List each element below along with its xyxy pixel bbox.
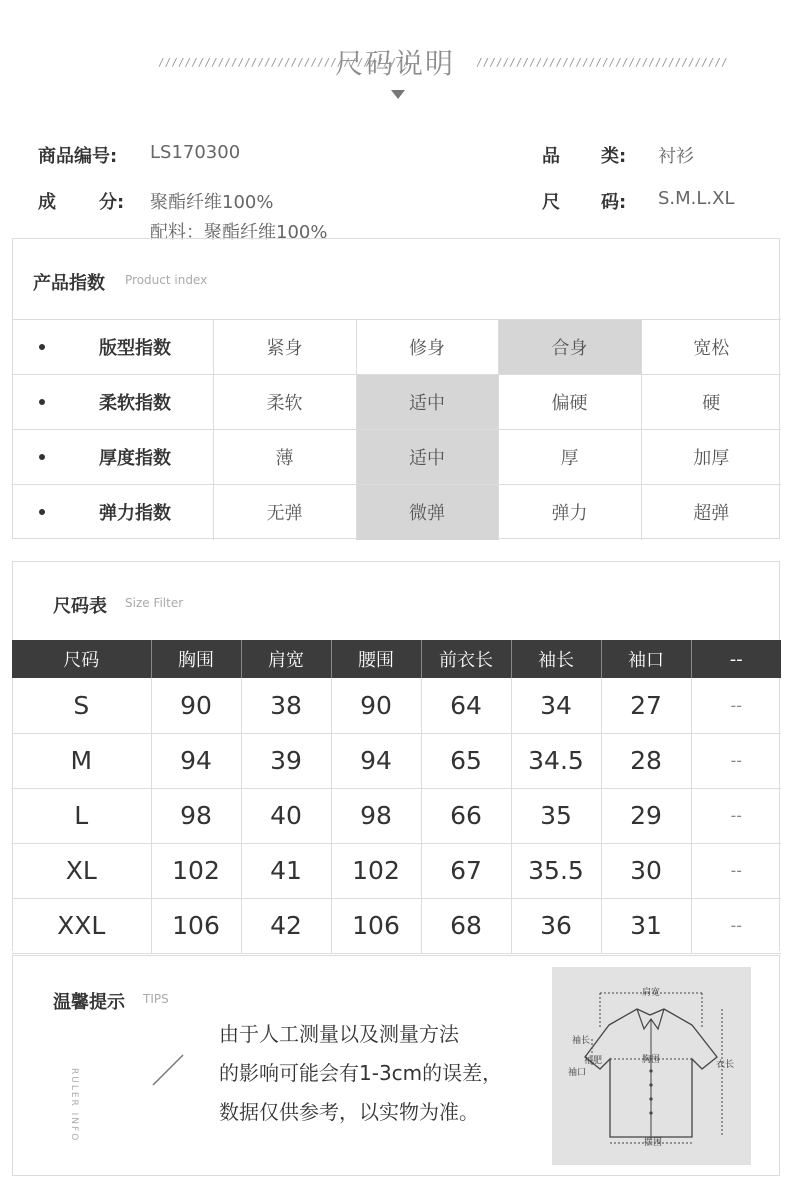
measurement-cell: 41 bbox=[241, 843, 331, 898]
index-row bbox=[13, 485, 781, 540]
table-row bbox=[12, 678, 781, 733]
size-cell: L bbox=[12, 788, 151, 843]
tips-title: 温馨提示 bbox=[53, 992, 125, 1013]
code-value: LS170300 bbox=[150, 142, 241, 163]
size-table-header: 腰围 bbox=[331, 640, 421, 678]
measurement-cell: 34.5 bbox=[511, 733, 601, 788]
measurement-cell: 64 bbox=[421, 678, 511, 733]
index-option-selected: 适中 bbox=[356, 430, 498, 485]
index-row bbox=[13, 375, 781, 430]
category-label-a: 品 bbox=[542, 146, 560, 167]
index-row bbox=[13, 320, 781, 375]
measurement-cell: 40 bbox=[241, 788, 331, 843]
measurement-cell: 27 bbox=[601, 678, 691, 733]
size-table-header: 胸围 bbox=[151, 640, 241, 678]
size-value: S.M.L.XL bbox=[658, 188, 735, 209]
size-table-header: 尺码 bbox=[12, 640, 151, 678]
index-row-label: 版型指数 bbox=[99, 338, 171, 359]
shirt-diagram-icon bbox=[552, 967, 751, 1165]
measurement-cell: 90 bbox=[331, 678, 421, 733]
material-label-a: 成 bbox=[38, 192, 56, 213]
size-table-header: 前衣长 bbox=[421, 640, 511, 678]
slash-divider-icon bbox=[151, 1053, 185, 1087]
index-row-name bbox=[13, 375, 213, 430]
size-table-header: -- bbox=[691, 640, 781, 678]
measurement-cell: 106 bbox=[151, 898, 241, 953]
measurement-cell: 36 bbox=[511, 898, 601, 953]
table-row bbox=[12, 733, 781, 788]
size-label-a: 尺 bbox=[542, 192, 560, 213]
index-row-label: 厚度指数 bbox=[99, 448, 171, 469]
measurement-cell: 90 bbox=[151, 678, 241, 733]
index-option: 柔软 bbox=[213, 375, 356, 430]
bullet-icon bbox=[39, 454, 45, 460]
size-table-header: 袖长 bbox=[511, 640, 601, 678]
measurement-cell: 35.5 bbox=[511, 843, 601, 898]
measurement-cell: -- bbox=[691, 788, 781, 843]
index-option: 弹力 bbox=[498, 485, 641, 540]
measurement-cell: 98 bbox=[151, 788, 241, 843]
measurement-cell: 28 bbox=[601, 733, 691, 788]
measurement-cell: -- bbox=[691, 843, 781, 898]
product-index-title: 产品指数 bbox=[33, 273, 105, 294]
index-option: 宽松 bbox=[641, 320, 781, 375]
index-option-selected: 合身 bbox=[498, 320, 641, 375]
measurement-cell: 38 bbox=[241, 678, 331, 733]
size-cell: M bbox=[12, 733, 151, 788]
shirt-measurement-diagram bbox=[552, 967, 751, 1165]
lining-value: 配料：聚酯纤维100% bbox=[150, 222, 328, 243]
tips-panel bbox=[12, 955, 780, 1176]
measurement-cell: -- bbox=[691, 678, 781, 733]
size-table-panel bbox=[12, 561, 780, 951]
index-row-label: 弹力指数 bbox=[99, 503, 171, 525]
measurement-cell: 65 bbox=[421, 733, 511, 788]
size-table-title: 尺码表 bbox=[53, 596, 107, 617]
tip-line-1: 由于人工测量以及测量方法 bbox=[219, 1022, 459, 1046]
index-option: 厚 bbox=[498, 430, 641, 485]
size-cell: XXL bbox=[12, 898, 151, 953]
diagram-label-sleeve-length: 袖长 bbox=[572, 1036, 591, 1046]
diagram-label-chest: 胸围 bbox=[642, 1055, 661, 1065]
index-option: 紧身 bbox=[213, 320, 356, 375]
product-index-subtitle: Product index bbox=[125, 273, 208, 287]
measurement-cell: 39 bbox=[241, 733, 331, 788]
bullet-icon bbox=[39, 399, 45, 405]
measurement-cell: 34 bbox=[511, 678, 601, 733]
section-header bbox=[0, 40, 790, 110]
index-option: 修身 bbox=[356, 320, 498, 375]
index-option: 薄 bbox=[213, 430, 356, 485]
measurement-cell: -- bbox=[691, 898, 781, 953]
ruler-info-label: RULER INFO bbox=[69, 1068, 79, 1143]
measurement-cell: 102 bbox=[331, 843, 421, 898]
table-row bbox=[12, 788, 781, 843]
measurement-cell: 68 bbox=[421, 898, 511, 953]
size-cell: XL bbox=[12, 843, 151, 898]
measurement-cell: 66 bbox=[421, 788, 511, 843]
measurement-cell: 30 bbox=[601, 843, 691, 898]
table-row bbox=[12, 843, 781, 898]
diagram-label-cuff: 袖口 bbox=[568, 1068, 587, 1078]
tip-line-3: 数据仅供参考，以实物为准。 bbox=[219, 1100, 479, 1124]
index-option: 偏硬 bbox=[498, 375, 641, 430]
tip-line-2: 的影响可能会有1-3cm的误差， bbox=[219, 1061, 503, 1085]
triangle-down-icon bbox=[391, 90, 405, 99]
bullet-icon bbox=[39, 344, 45, 350]
size-label-b: 码: bbox=[601, 192, 627, 213]
measurement-cell: 42 bbox=[241, 898, 331, 953]
size-table bbox=[12, 640, 781, 954]
header-dash-left: ////////////////////////////////////// bbox=[158, 56, 410, 69]
code-label: 商品编号: bbox=[38, 146, 118, 167]
size-table-subtitle: Size Filter bbox=[125, 596, 184, 610]
index-row-name bbox=[13, 320, 213, 375]
table-row bbox=[12, 898, 781, 953]
measurement-cell: 106 bbox=[331, 898, 421, 953]
material-label-b: 分: bbox=[99, 192, 125, 213]
index-option: 加厚 bbox=[641, 430, 781, 485]
index-row bbox=[13, 430, 781, 485]
size-table-header: 袖口 bbox=[601, 640, 691, 678]
header-dash-right: ////////////////////////////////////// bbox=[476, 56, 728, 69]
index-option: 超弹 bbox=[641, 485, 781, 540]
tips-subtitle: TIPS bbox=[143, 992, 169, 1006]
index-row-name bbox=[13, 485, 213, 540]
diagram-label-hem: 摆围 bbox=[644, 1138, 663, 1148]
index-option: 硬 bbox=[641, 375, 781, 430]
size-cell: S bbox=[12, 678, 151, 733]
measurement-cell: 94 bbox=[151, 733, 241, 788]
measurement-cell: 98 bbox=[331, 788, 421, 843]
measurement-cell: 29 bbox=[601, 788, 691, 843]
product-index-panel bbox=[12, 238, 780, 539]
diagram-label-sleeve-width: 袖肥 bbox=[584, 1056, 603, 1066]
product-index-table bbox=[13, 319, 781, 540]
size-table-header: 肩宽 bbox=[241, 640, 331, 678]
index-option-selected: 适中 bbox=[356, 375, 498, 430]
measurement-cell: 94 bbox=[331, 733, 421, 788]
index-row-name bbox=[13, 430, 213, 485]
measurement-cell: 67 bbox=[421, 843, 511, 898]
category-label-b: 类: bbox=[601, 146, 627, 167]
index-option-selected: 微弹 bbox=[356, 485, 498, 540]
diagram-label-length: 衣长 bbox=[716, 1060, 735, 1070]
material-value: 聚酯纤维100% bbox=[150, 192, 274, 213]
measurement-cell: -- bbox=[691, 733, 781, 788]
measurement-cell: 31 bbox=[601, 898, 691, 953]
index-option: 无弹 bbox=[213, 485, 356, 540]
page-title: 尺码说明 bbox=[334, 47, 455, 80]
bullet-icon bbox=[39, 509, 45, 515]
measurement-cell: 35 bbox=[511, 788, 601, 843]
diagram-label-shoulder: 肩宽 bbox=[642, 988, 661, 998]
measurement-cell: 102 bbox=[151, 843, 241, 898]
index-row-label: 柔软指数 bbox=[99, 393, 171, 414]
category-value: 衬衫 bbox=[658, 146, 694, 167]
